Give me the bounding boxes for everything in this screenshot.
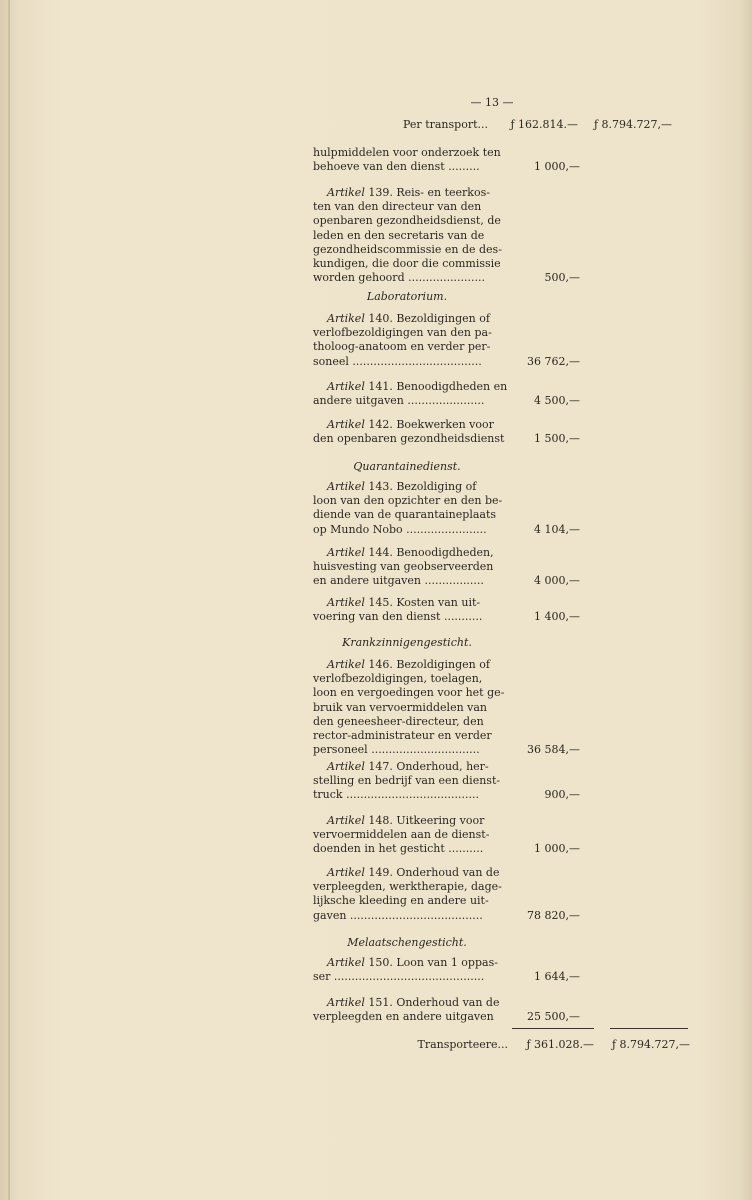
entry-line: [313, 394, 484, 408]
page-number: — 13 —: [470, 96, 514, 109]
transport-in-label: Per transport...: [403, 118, 488, 131]
entry-line: [313, 774, 500, 788]
entry-text: 147. Onderhoud, her-: [368, 760, 489, 773]
entry-text: openbaren gezondheidsdienst, de: [313, 214, 501, 228]
sum-rule-col2: [610, 1028, 688, 1029]
entry-line: [313, 229, 484, 243]
entry-text: den geneesheer-directeur, den: [313, 714, 484, 728]
entry-line: [327, 596, 480, 610]
entry-line: [327, 658, 490, 672]
entry-amount: 1 400,—: [534, 610, 580, 624]
entry-text: ser ...........................................: [313, 970, 485, 984]
entry-amount: 1 000,—: [534, 160, 580, 174]
entry-text: kundigen, die door die commissie: [313, 257, 501, 270]
entry-line: [313, 508, 496, 522]
entry-text: gaven ......................................: [313, 908, 483, 922]
entry-line: [327, 380, 507, 394]
article-label: Artikel: [327, 956, 365, 969]
entry-text: 151. Onderhoud van de: [368, 996, 500, 1009]
entry-amount: 4 500,—: [534, 394, 580, 408]
entry-text: 141. Benoodigdheden en: [368, 380, 508, 393]
entry-text: verlofbezoldigingen, toelagen,: [313, 672, 483, 686]
entry-line: [313, 432, 504, 446]
entry-text: stelling en bedrijf van een dienst-: [313, 774, 501, 788]
entry-line: [313, 715, 484, 729]
entry-line: [313, 610, 482, 624]
entry-text: voering van den dienst ...........: [313, 610, 483, 624]
section-title: Melaatschengesticht.: [347, 936, 467, 949]
article-label: Artikel: [327, 380, 365, 393]
entry-text: truck ......................................: [313, 788, 479, 802]
entry-line: [313, 1010, 494, 1024]
entry-text: 146. Bezoldigingen of: [368, 658, 490, 671]
entry-text: 150. Loon van 1 oppas-: [368, 956, 498, 969]
entry-text: gezondheidscommissie en de des-: [313, 242, 502, 256]
entry-text: behoeve van den dienst .........: [313, 160, 480, 174]
entry-text: 148. Uitkeering voor: [368, 814, 485, 827]
entry-line: [313, 909, 483, 923]
entry-text: verlofbezoldigingen van den pa-: [313, 326, 492, 340]
entry-amount: 1 644,—: [534, 970, 580, 984]
sum-rule-col1: [512, 1028, 594, 1029]
entry-line: [313, 560, 493, 574]
transport-out-col1: ƒ 361.028.—: [526, 1038, 594, 1051]
entry-text: doenden in het gesticht ..........: [313, 842, 484, 856]
entry-line: [313, 257, 501, 271]
entry-line: [313, 880, 502, 894]
entry-text: diende van de quarantaineplaats: [313, 508, 497, 522]
entry-line: [313, 788, 479, 802]
entry-line: [313, 743, 480, 757]
entry-line: [313, 701, 487, 715]
transport-out-label: Transporteere...: [417, 1038, 508, 1051]
entry-text: op Mundo Nobo .......................: [313, 522, 487, 536]
entry-text: worden gehoord ......................: [313, 271, 486, 285]
entry-text: andere uitgaven ......................: [313, 394, 485, 408]
entry-line: [327, 814, 484, 828]
entry-text: lijksche kleeding en andere uit-: [313, 894, 489, 908]
entry-text: loon en vergoedingen voor het ge-: [313, 686, 505, 700]
article-label: Artikel: [327, 866, 365, 879]
entry-amount: 4 000,—: [534, 574, 580, 588]
entry-text: en andere uitgaven .................: [313, 574, 484, 588]
entry-amount: 36 584,—: [527, 743, 580, 757]
entry-text: personeel ...............................: [313, 743, 480, 757]
entry-text: 142. Boekwerken voor: [368, 418, 494, 431]
entry-text: bruik van vervoermiddelen van: [313, 700, 488, 714]
entry-line: [313, 355, 482, 369]
entry-text: verpleegden en andere uitgaven: [313, 1010, 494, 1024]
entry-line: [313, 160, 480, 174]
entry-amount: 78 820,—: [527, 908, 580, 922]
entry-line: [327, 186, 490, 200]
entry-text: 140. Bezoldigingen of: [368, 312, 490, 325]
article-label: Artikel: [327, 658, 365, 671]
entry-amount: 1 500,—: [534, 432, 580, 446]
transport-out-col2: ƒ 8.794.727,—: [611, 1038, 690, 1051]
entry-line: [313, 672, 482, 686]
entry-text: soneel .....................................: [313, 354, 482, 368]
entry-line: [327, 312, 490, 326]
entry-line: [313, 146, 501, 160]
entry-line: [327, 956, 498, 970]
article-label: Artikel: [327, 760, 365, 773]
entry-text: verpleegden, werktherapie, dage-: [313, 880, 502, 894]
binding-gutter: [8, 0, 10, 1200]
article-label: Artikel: [327, 480, 365, 493]
entry-line: [313, 243, 502, 257]
entry-line: [313, 326, 492, 340]
entry-text: 139. Reis- en teerkos-: [368, 186, 490, 199]
entry-text: leden en den secretaris van de: [313, 228, 485, 242]
article-label: Artikel: [327, 596, 365, 609]
entry-line: [313, 686, 504, 700]
entry-text: huisvesting van geobserveerden: [313, 560, 494, 574]
entry-line: [313, 729, 492, 743]
entry-line: [313, 523, 487, 537]
entry-text: den openbaren gezondheidsdienst: [313, 432, 505, 446]
transport-in-col2: ƒ 8.794.727,—: [593, 118, 672, 131]
entry-amount: 1 000,—: [534, 842, 580, 856]
entry-text: ten van den directeur van den: [313, 200, 482, 214]
transport-in-col1: ƒ 162.814.—: [510, 118, 578, 131]
entry-line: [313, 271, 485, 285]
entry-amount: 500,—: [544, 271, 580, 285]
article-label: Artikel: [327, 546, 365, 559]
entry-text: 144. Benoodigdheden,: [368, 546, 494, 559]
entry-text: 143. Bezoldiging of: [368, 480, 477, 493]
entry-line: [313, 970, 484, 984]
entry-text: 149. Onderhoud van de: [368, 866, 500, 879]
entry-text: vervoermiddelen aan de dienst-: [313, 828, 490, 842]
entry-line: [327, 418, 494, 432]
entry-line: [327, 546, 494, 560]
entry-line: [313, 842, 483, 856]
entry-amount: 4 104,—: [534, 522, 580, 536]
article-label: Artikel: [327, 312, 365, 325]
article-label: Artikel: [327, 186, 365, 199]
entry-text: hulpmiddelen voor onderzoek ten: [313, 146, 501, 159]
entry-line: [313, 574, 484, 588]
entry-line: [313, 200, 481, 214]
entry-amount: 900,—: [544, 788, 580, 802]
entry-line: [313, 494, 502, 508]
section-title: Krankzinnigengesticht.: [342, 636, 472, 649]
article-label: Artikel: [327, 996, 365, 1009]
entry-line: [313, 340, 490, 354]
entry-line: [327, 866, 499, 880]
entry-text: 145. Kosten van uit-: [368, 596, 481, 609]
entry-line: [313, 894, 489, 908]
entry-text: loon van den opzichter en den be-: [313, 494, 503, 508]
entry-amount: 25 500,—: [527, 1010, 580, 1024]
article-label: Artikel: [327, 814, 365, 827]
entry-line: [313, 214, 501, 228]
article-label: Artikel: [327, 418, 365, 431]
entry-line: [327, 480, 476, 494]
entry-text: rector-administrateur en verder: [313, 729, 492, 742]
entry-amount: 36 762,—: [527, 354, 580, 368]
section-title: Quarantainedienst.: [353, 460, 461, 473]
entry-line: [327, 760, 489, 774]
entry-text: tholoog-anatoom en verder per-: [313, 340, 491, 354]
entry-line: [327, 996, 499, 1010]
entry-line: [313, 828, 489, 842]
section-title: Laboratorium.: [366, 290, 448, 303]
